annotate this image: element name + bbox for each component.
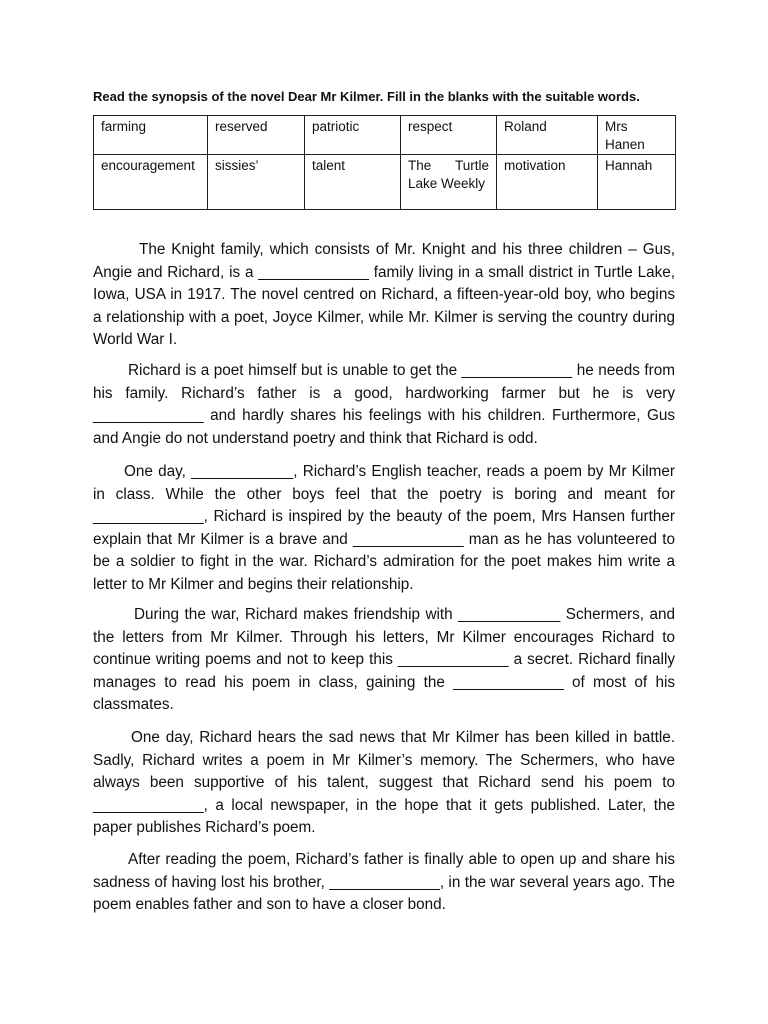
word-bank-cell: Roland [497, 116, 598, 155]
word-bank-cell: talent [305, 155, 401, 210]
synopsis-paragraph-3: One day, ____________, Richard’s English teacher, reads a poem by Mr Kilmer in class. While the other boys feel that the poetry is boring and meant for _____________, Richard is inspired by the beauty of the poem, Mrs Hansen further explain that Mr Kilmer is a brave and _____________ man as he has volunteered to be a soldier to fight in the war. Richard’s admiration for the poet makes him write a letter to Mr Kilmer and begins their relationship. [93, 463, 675, 593]
word-bank-cell: farming [94, 116, 208, 155]
synopsis-paragraph-1: The Knight family, which consists of Mr. Knight and his three children – Gus, Angie and Richard, is a _____________ family living in a small district in Turtle Lake, Iowa, USA in 1917. The novel centred on Richard, a fifteen-year-old boy, who begins a relationship with a poet, Joyce Kilmer, while Mr. Kilmer is serving the country during World War I. [93, 241, 675, 348]
word-bank-cell: The Turtle Lake Weekly [401, 155, 497, 210]
word-bank-cell: respect [401, 116, 497, 155]
word-bank-cell: sissies’ [208, 155, 305, 210]
word-bank-cell: encouragement [94, 155, 208, 210]
word-bank-cell: Hannah [598, 155, 676, 210]
synopsis-paragraph-6: After reading the poem, Richard’s father is finally able to open up and share his sadness of having lost his brother, _____________, in the war several years ago. The poem enables father and son to have a closer bond. [93, 851, 675, 913]
word-bank-row [94, 155, 676, 210]
word-bank-cell: reserved [208, 116, 305, 155]
word-bank-row [94, 116, 676, 155]
word-bank-cell: Mrs Hanen [598, 116, 676, 155]
synopsis-paragraph-2: Richard is a poet himself but is unable to get the _____________ he needs from his family. Richard’s father is a good, hardworking farmer but he is very _____________ and hardly shares his feelings with his children. Furthermore, Gus and Angie do not understand poetry and think that Richard is odd. [93, 362, 675, 447]
word-bank-cell: patriotic [305, 116, 401, 155]
word-bank-table [93, 115, 676, 210]
instruction-text: Read the synopsis of the novel Dear Mr Kilmer. Fill in the blanks with the suitable words. [93, 89, 640, 104]
word-bank-cell: motivation [497, 155, 598, 210]
synopsis-paragraph-4: During the war, Richard makes friendship with ____________ Schermers, and the letters from Mr Kilmer. Through his letters, Mr Kilmer encourages Richard to continue writing poems and not to keep this _____________ a secret. Richard finally manages to read his poem in class, gaining the _____________ of most of his classmates. [93, 606, 675, 713]
synopsis-paragraph-5: One day, Richard hears the sad news that Mr Kilmer has been killed in battle. Sadly, Richard writes a poem in Mr Kilmer’s memory. The Schermers, who have always been supportive of his talent, suggest that Richard send his poem to _____________, a local newspaper, in the hope that it gets published. Later, the paper publishes Richard’s poem. [93, 729, 675, 836]
